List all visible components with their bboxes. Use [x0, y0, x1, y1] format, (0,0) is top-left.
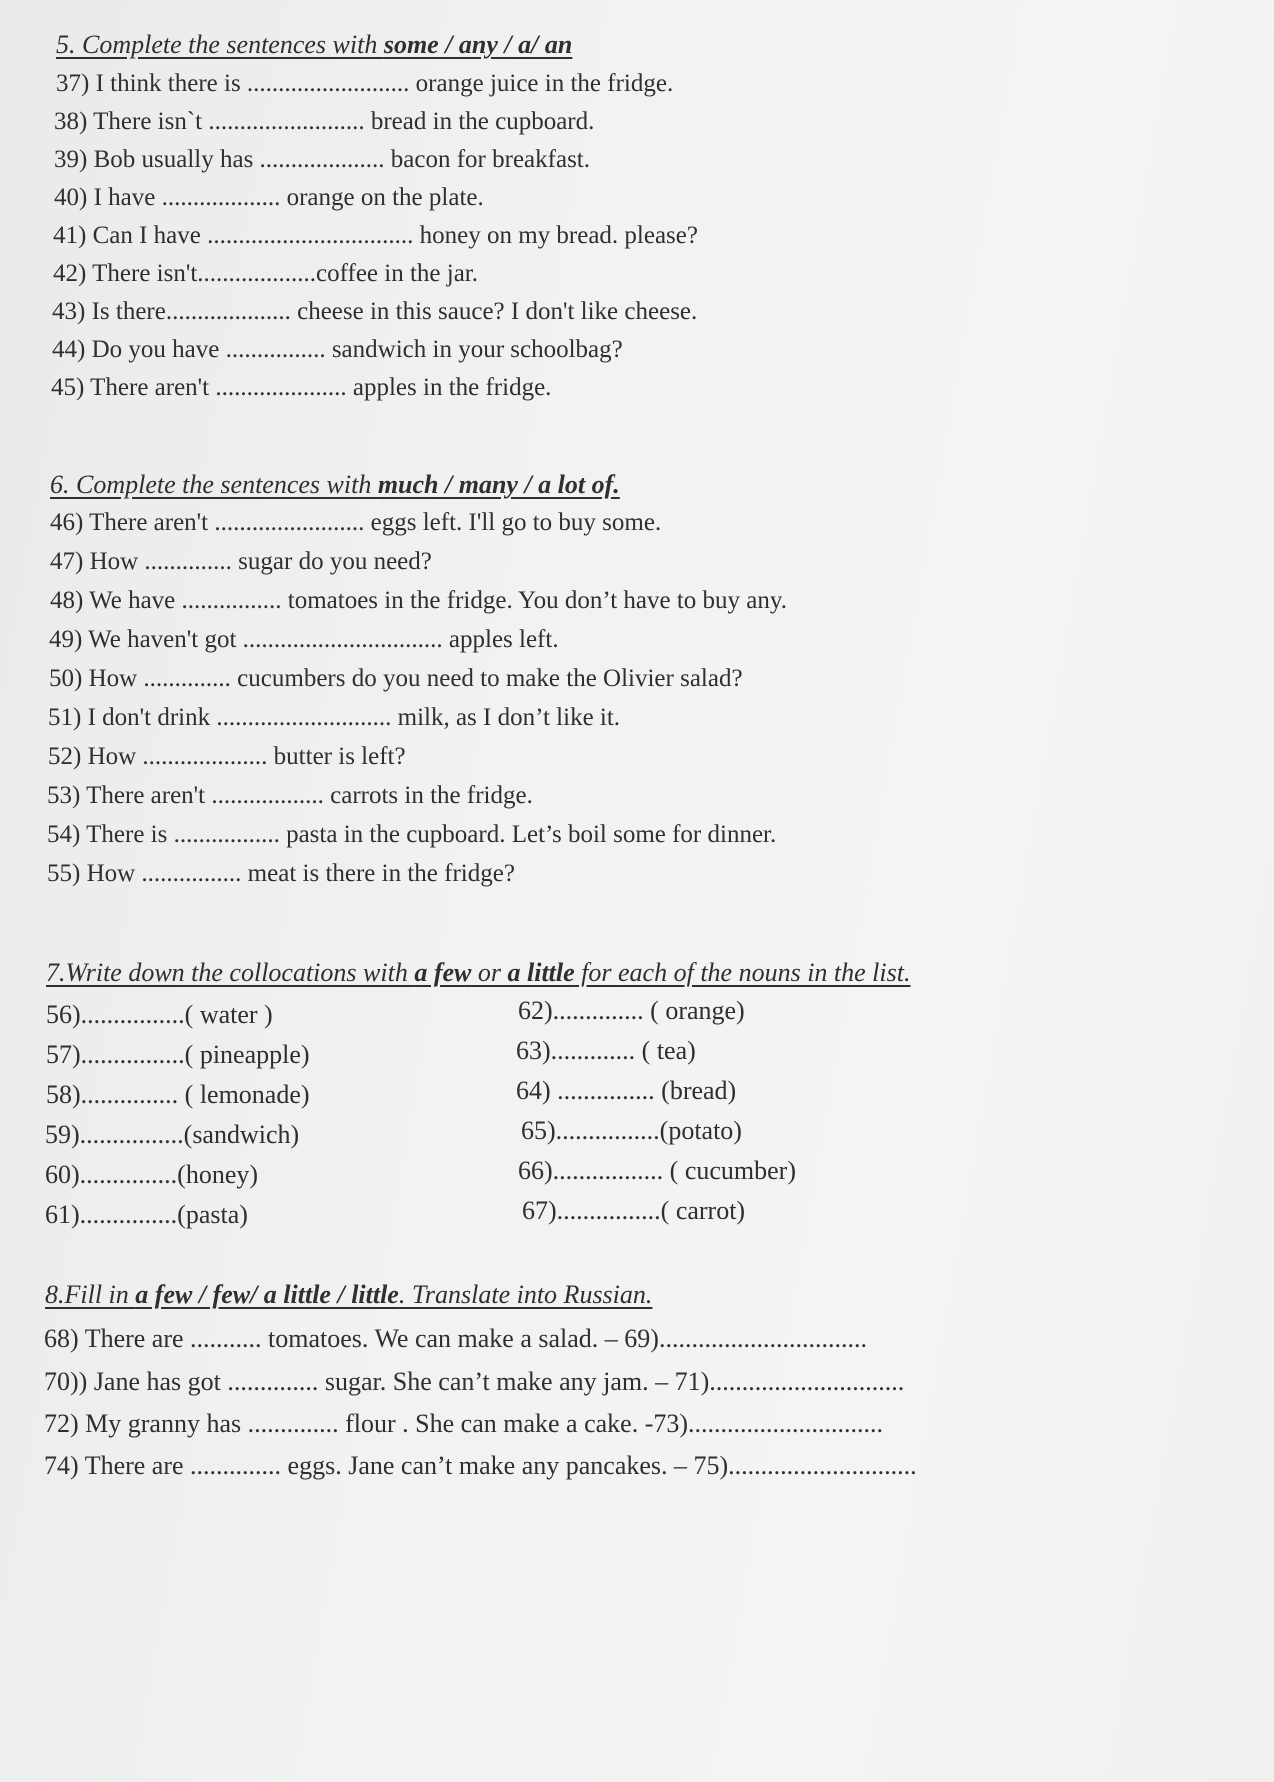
- section6-heading: [50, 470, 620, 500]
- section7-heading-or: or: [471, 958, 508, 987]
- section5-heading-text: 5. Complete the sentences with: [56, 30, 384, 59]
- exercise-50: 50) How .............. cucumbers do you need to make the Olivier salad?: [49, 665, 743, 692]
- section7-heading-rest: for each of the nouns in the list.: [574, 958, 911, 987]
- exercise-45: 45) There aren't ..................... apples in the fridge.: [51, 374, 552, 401]
- exercise-70-71: 70)) Jane has got .............. sugar. She can’t make any jam. – 71)..............................: [44, 1367, 905, 1396]
- section7-heading-text: 7.Write down the collocations with: [46, 958, 415, 987]
- exercise-47: 47) How .............. sugar do you need?: [50, 548, 432, 575]
- exercise-67: 67)................( carrot): [522, 1196, 746, 1225]
- exercise-37: 37) I think there is .......................... orange juice in the fridge.: [56, 70, 674, 97]
- exercise-43: 43) Is there.................... cheese in this sauce? I don't like cheese.: [52, 298, 698, 325]
- exercise-74-75: 74) There are .............. eggs. Jane can’t make any pancakes. – 75).............................: [44, 1451, 917, 1480]
- exercise-53: 53) There aren't .................. carrots in the fridge.: [47, 782, 533, 809]
- exercise-57: 57)................( pineapple): [46, 1040, 310, 1069]
- section8-heading-rest: . Translate into Russian.: [398, 1280, 653, 1309]
- exercise-62: 62).............. ( orange): [518, 996, 745, 1025]
- exercise-54: 54) There is ................. pasta in the cupboard. Let’s boil some for dinner.: [47, 821, 777, 848]
- exercise-56: 56)................( water ): [46, 1000, 273, 1029]
- section5-heading: [56, 30, 572, 60]
- section7-heading-bold-a-few: a few: [414, 958, 472, 987]
- exercise-58: 58)............... ( lemonade): [46, 1080, 310, 1109]
- exercise-55: 55) How ................ meat is there in the fridge?: [47, 860, 515, 887]
- section5-heading-bold: some / any / a/ an: [383, 30, 573, 59]
- exercise-46: 46) There aren't ........................ eggs left. I'll go to buy some.: [50, 509, 662, 536]
- exercise-66: 66)................. ( cucumber): [518, 1156, 796, 1185]
- exercise-51: 51) I don't drink ............................ milk, as I don’t like it.: [48, 704, 621, 731]
- exercise-64: 64) ............... (bread): [516, 1076, 737, 1105]
- section6-heading-bold: much / many / a lot of.: [377, 470, 620, 499]
- section7-heading-bold-a-little: a little: [507, 958, 575, 987]
- section6-heading-text: 6. Complete the sentences with: [50, 470, 378, 499]
- exercise-39: 39) Bob usually has .................... bacon for breakfast.: [54, 146, 590, 173]
- exercise-44: 44) Do you have ................ sandwich in your schoolbag?: [52, 336, 623, 363]
- exercise-68-69: 68) There are ........... tomatoes. We can make a salad. – 69)................................: [44, 1324, 867, 1353]
- exercise-60: 60)...............(honey): [45, 1160, 259, 1189]
- exercise-72-73: 72) My granny has .............. flour . She can make a cake. -73)..............................: [44, 1409, 884, 1438]
- exercise-48: 48) We have ................ tomatoes in the fridge. You don’t have to buy any.: [50, 587, 787, 614]
- section8-heading-text: 8.Fill in: [45, 1280, 136, 1309]
- exercise-65: 65)................(potato): [521, 1116, 742, 1145]
- exercise-49: 49) We haven't got ................................ apples left.: [49, 626, 559, 653]
- section8-heading: [45, 1280, 652, 1310]
- exercise-41: 41) Can I have ................................. honey on my bread. please?: [53, 222, 698, 249]
- exercise-42: 42) There isn't...................coffee in the jar.: [53, 260, 478, 287]
- exercise-61: 61)...............(pasta): [45, 1200, 248, 1229]
- exercise-63: 63)............. ( tea): [516, 1036, 696, 1065]
- exercise-40: 40) I have ................... orange on the plate.: [54, 184, 484, 211]
- section7-heading: [46, 958, 910, 988]
- exercise-38: 38) There isn`t ......................... bread in the cupboard.: [54, 108, 595, 135]
- exercise-59: 59)................(sandwich): [45, 1120, 300, 1149]
- exercise-52: 52) How .................... butter is left?: [48, 743, 406, 770]
- section8-heading-bold: a few / few/ a little / little: [135, 1280, 399, 1309]
